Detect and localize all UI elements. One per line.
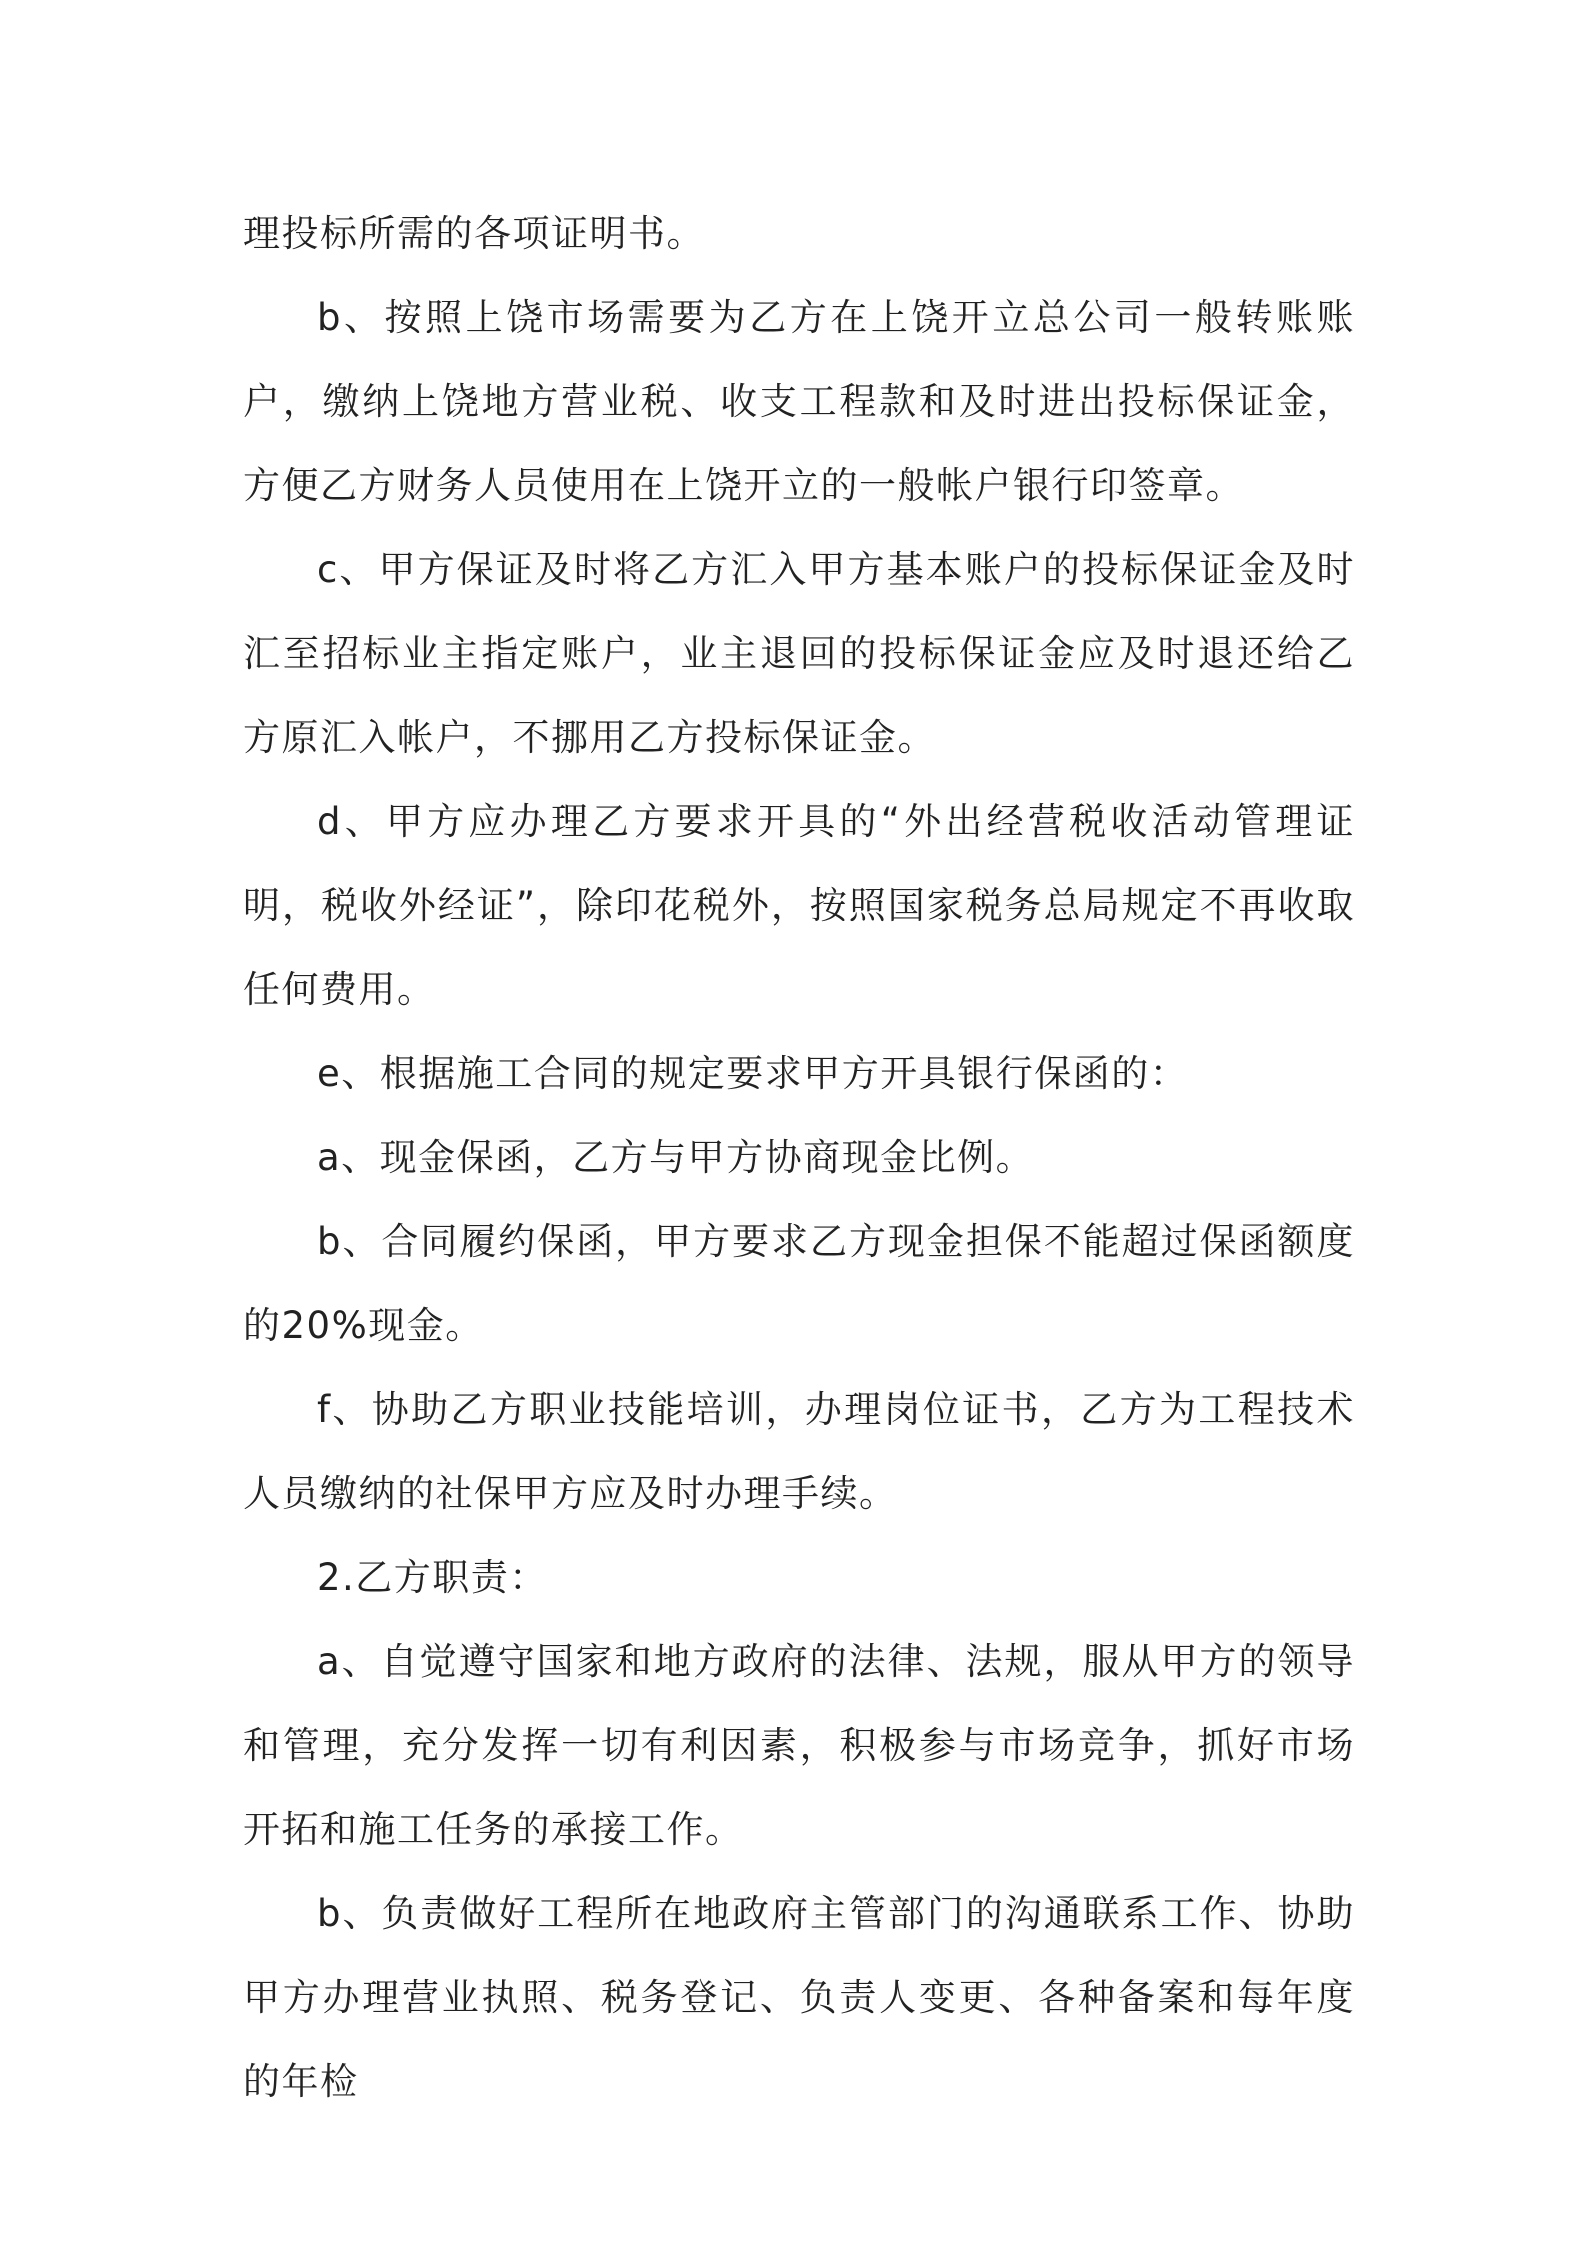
paragraph-6: a、现金保函，乙方与甲方协商现金比例。 [317, 1136, 1035, 1179]
paragraph-8: f、协助乙方职业技能培训，办理岗位证书，乙方为工程技术人员缴纳的社保甲方应及时办理手续。 [243, 1388, 1355, 1515]
paragraph-7: b、合同履约保函，甲方要求乙方现金担保不能超过保函额度的20%现金。 [243, 1220, 1355, 1347]
paragraph-4: d、甲方应办理乙方要求开具的“外出经营税收活动管理证明，税收外经证”，除印花税外，按照国家税务总局规定不再收取任何费用。 [243, 800, 1355, 1011]
body-text [243, 192, 1355, 2124]
paragraph-5: e、根据施工合同的规定要求甲方开具银行保函的： [317, 1052, 1189, 1095]
paragraph-1: 理投标所需的各项证明书。 [243, 212, 705, 255]
paragraph-10: a、自觉遵守国家和地方政府的法律、法规，服从甲方的领导和管理，充分发挥一切有利因素，积极参与市场竞争，抓好市场开拓和施工任务的承接工作。 [243, 1640, 1355, 1851]
paragraph-11: b、负责做好工程所在地政府主管部门的沟通联系工作、协助甲方办理营业执照、税务登记、负责人变更、各种备案和每年度的年检 [243, 1892, 1355, 2103]
paragraph-2: b、按照上饶市场需要为乙方在上饶开立总公司一般转账账户，缴纳上饶地方营业税、收支工程款和及时进出投标保证金，方便乙方财务人员使用在上饶开立的一般帐户银行印签章。 [243, 296, 1355, 507]
paragraph-3: c、甲方保证及时将乙方汇入甲方基本账户的投标保证金及时汇至招标业主指定账户，业主退回的投标保证金应及时退还给乙方原汇入帐户，不挪用乙方投标保证金。 [243, 548, 1355, 759]
paragraph-9: 2.乙方职责： [317, 1556, 548, 1599]
